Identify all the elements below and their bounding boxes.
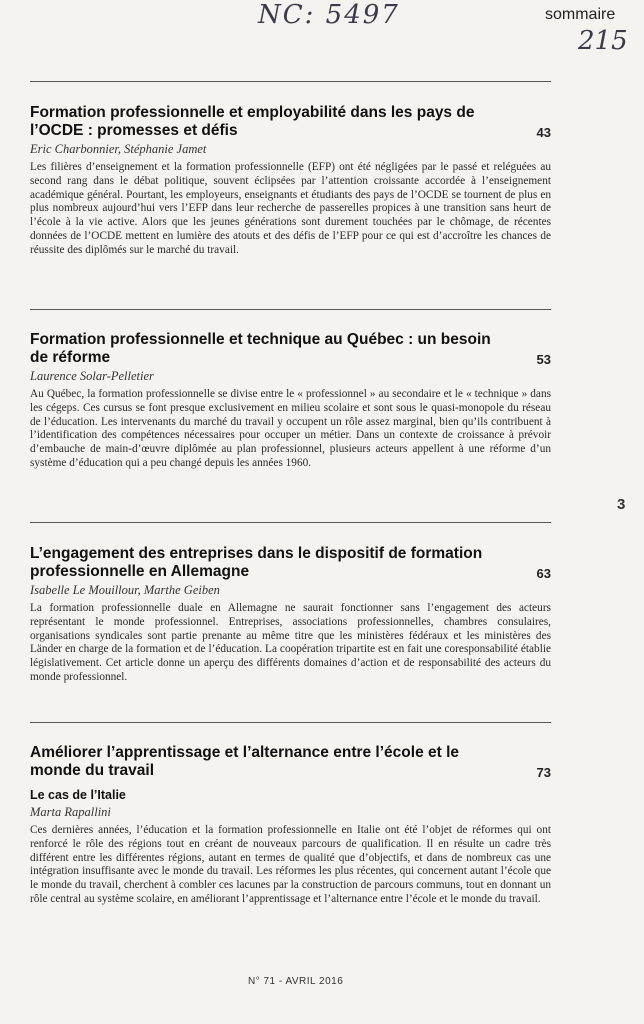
entry-title[interactable]: Formation professionnelle et technique au Québec : un besoin de réforme — [30, 331, 491, 366]
divider — [30, 722, 551, 723]
handwritten-number: 215 — [578, 26, 628, 56]
entry-abstract: Au Québec, la formation professionnelle se divise entre le « professionnel » au secondaire et le « technique » dans les cégeps. Ces cursus se font presque exclusivement en milieu scolaire et sont sous le quasi-monopole du réseau de l’éducation. Les intervenants du marché du travail y occupent un rôle assez marginal, bien qu’ils contribuent à l’identification des compétences nécessaires pour occuper un métier. Dans un contexte de croissance à prévoir d’embauche de main-d’œuvre diplômée au plan professionnel, plusieurs acteurs appellent à une réforme d’un système d’éducation qui a peu changé depuis les années 1960. — [30, 388, 551, 469]
divider — [30, 81, 551, 82]
issue-footer: N° 71 - AVRIL 2016 — [248, 976, 344, 987]
toc-entry[interactable] — [30, 104, 551, 258]
entry-subtitle: Le cas de l’Italie — [30, 788, 126, 802]
divider — [30, 309, 551, 310]
entry-title[interactable]: Formation professionnelle et employabilité dans les pays de l’OCDE : promesses et défis — [30, 104, 475, 139]
entry-page-number[interactable]: 43 — [536, 125, 551, 140]
divider — [30, 522, 551, 523]
entry-authors: Eric Charbonnier, Stéphanie Jamet — [30, 142, 207, 156]
entry-page-number[interactable]: 53 — [536, 352, 551, 367]
entry-authors: Isabelle Le Mouillour, Marthe Geiben — [30, 583, 220, 597]
section-label: sommaire — [545, 6, 616, 23]
entry-abstract: Les filières d’enseignement et la formation professionnelle (EFP) ont été négligées par le passé et reléguées au second rang dans le débat politique, souvent éclipsées par l’attention croissante accordée à l’enseignement académique général. Pourtant, les employeurs, enseignants et étudiants des pays de l’OCDE se tournent de plus en plus nombreux aujourd’hui vers l’EFP dans leur recherche de passerelles propices à une transition sans heurt de l’école à la vie active. Alors que les jeunes générations sont durement touchées par le chômage, de récentes données de l’OCDE mettent en lumière des atouts et des défis de l’EFP pour ce qui est d’accroître les chances de réussite des diplômés sur le marché du travail. — [30, 161, 551, 256]
toc-entry[interactable] — [30, 744, 551, 907]
entry-title[interactable]: Améliorer l’apprentissage et l’alternance entre l’école et le monde du travail — [30, 744, 460, 779]
entry-page-number[interactable]: 73 — [536, 765, 551, 780]
toc-entry[interactable] — [30, 331, 551, 471]
toc-entry[interactable] — [30, 545, 551, 685]
entry-authors: Marta Rapallini — [30, 805, 111, 819]
entry-page-number[interactable]: 63 — [536, 566, 551, 581]
handwritten-note: NC: 5497 — [258, 0, 400, 30]
page-number: 3 — [617, 496, 626, 513]
entry-abstract: Ces dernières années, l’éducation et la formation professionnelle en Italie ont été l’objet de réformes qui ont renforcé le rôle des régions tout en créant de nouveaux parcours de qualification. Il en résulte un cadre très différent entre les différentes régions, autant en termes de qualité que d’objectifs, et dans de nombreux cas une intégration insuffisante avec le monde du travail. Les réformes les plus récentes, qui concernent autant l’école que le monde du travail, cherchent à combler ces lacunes par la construction de parcours communs, tout en donnant un rôle central au système scolaire, en améliorant l’apprentissage et l’alternance entre l’école et le monde du travail. — [30, 824, 551, 905]
entry-abstract: La formation professionnelle duale en Allemagne ne saurait fonctionner sans l’engagement des acteurs représentant le monde professionnel. Entreprises, associations professionnelles, chambres consulaires, organisations syndicales sont partie prenante au même titre que les ministères fédéraux et les ministères des Länder en charge de la formation et de l’éducation. La coopération tripartite est en fait une coresponsabilité établie législativement. Cet article donne un aperçu des différents domaines d’action et de responsabilité des acteurs du monde professionnel. — [30, 602, 551, 683]
entry-title[interactable]: L’engagement des entreprises dans le dispositif de formation professionnelle en Allemagne — [30, 545, 483, 580]
entry-authors: Laurence Solar-Pelletier — [30, 369, 154, 383]
